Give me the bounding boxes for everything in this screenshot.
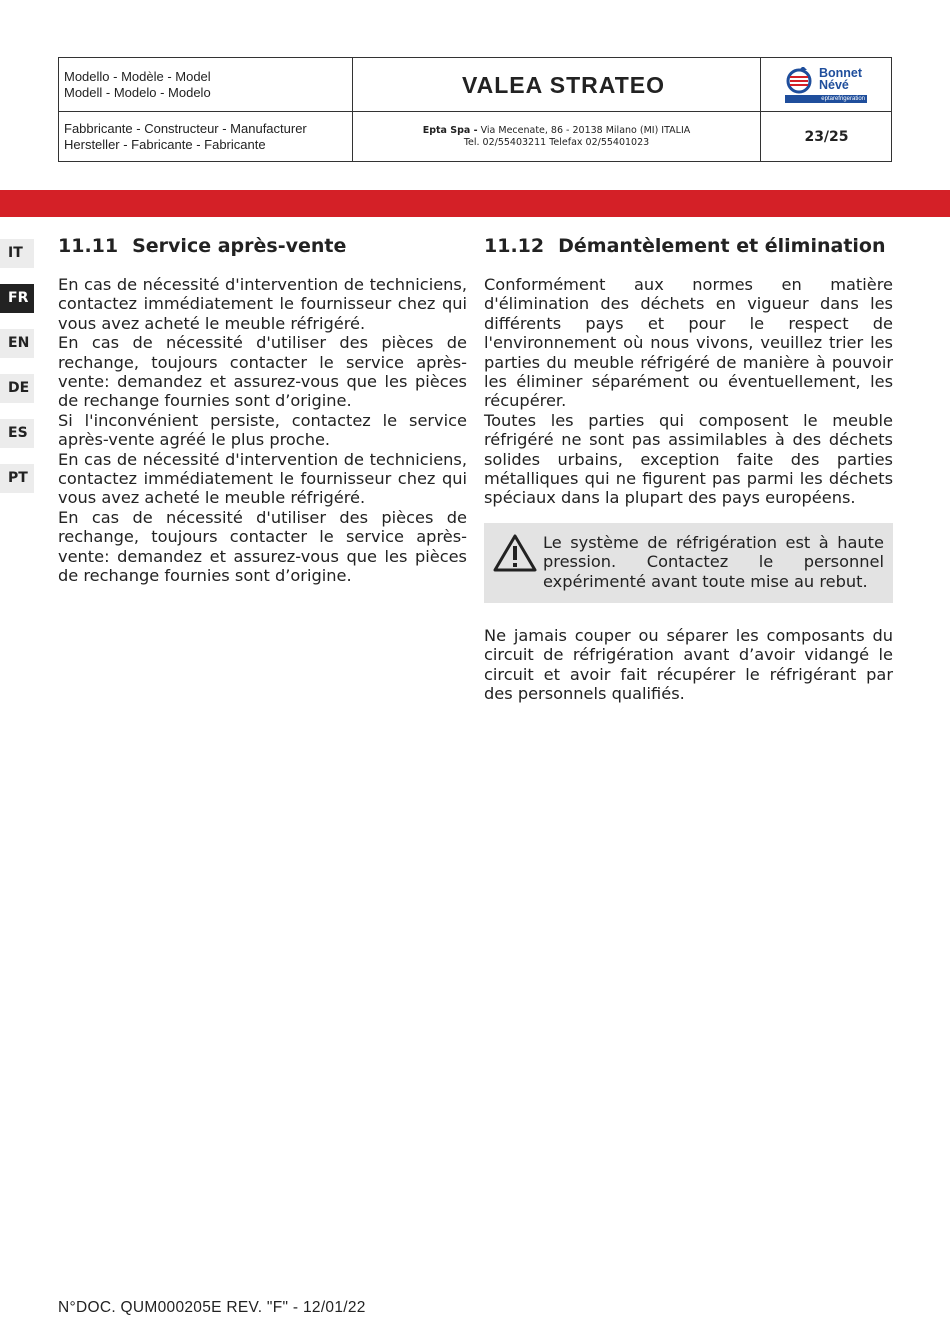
- manufacturer-label-line2: Hersteller - Fabricante - Fabricante: [64, 137, 266, 152]
- paragraph: En cas de nécessité d'utiliser des pièces de rechange, toujours contacter le service après-vente: demandez et assurez-vous que les pièces de rechange fournies sont d’origine.: [58, 333, 467, 411]
- section-body: [484, 275, 893, 508]
- company-name: Epta Spa -: [422, 125, 478, 136]
- manufacturer-label: [59, 112, 353, 162]
- model-label: [59, 58, 353, 112]
- paragraph: En cas de nécessité d'intervention de techniciens, contactez immédiatement le fournisseur chez qui vous avez acheté le meuble réfrigéré.: [58, 449, 467, 508]
- section-heading: [484, 232, 893, 260]
- brand-logo-cell: [761, 58, 892, 112]
- section-title: Service après-vente: [132, 235, 347, 257]
- lang-tab-en[interactable]: EN: [0, 329, 34, 358]
- lang-tab-de[interactable]: DE: [0, 374, 34, 403]
- lang-tab-it[interactable]: IT: [0, 239, 34, 268]
- closing-paragraph: Ne jamais couper ou séparer les composants du circuit de réfrigération avant d’avoir vidangé le circuit et avoir fait récupérer le réfrigérant par des personnels qualifiés.: [484, 625, 893, 704]
- logo-tagline: eptarefrigeration: [785, 95, 867, 103]
- section-title: Démantèlement et élimination: [558, 235, 886, 257]
- warning-text: Le système de réfrigération est à haute pression. Contactez le personnel expérimenté avant toute mise au rebut.: [543, 532, 884, 591]
- paragraph: En cas de nécessité d'utiliser des pièces de rechange, toujours contacter le service après-vente: demandez et assurez-vous que les pièces de rechange fournies sont d’origine.: [58, 507, 467, 586]
- section-number: 11.12: [484, 235, 545, 257]
- lang-tab-fr[interactable]: FR: [0, 284, 34, 313]
- manufacturer-info: [353, 112, 761, 162]
- lang-tab-es[interactable]: ES: [0, 419, 34, 448]
- model-name: VALEA STRATEO: [353, 58, 761, 112]
- section-body: [58, 275, 467, 586]
- section-heading: [58, 232, 467, 260]
- document-reference: N°DOC. QUM000205E REV. "F" - 12/01/22: [58, 1299, 366, 1316]
- section-disposal: [484, 232, 893, 704]
- bonnet-neve-logo: [783, 66, 873, 106]
- warning-box: [484, 523, 893, 603]
- paragraph: Conformément aux normes en matière d'élimination des déchets en vigueur dans les différents pays et pour le respect de l'environnement où nous vivons, veuillez trier les parties du meuble réfrigéré de manière à pouvoir les éliminer séparément ou éventuellement, les récupérer.: [484, 275, 893, 411]
- paragraph: Si l'inconvénient persiste, contactez le service après-vente agréé le plus proche.: [58, 410, 467, 450]
- model-label-line2: Modell - Modelo - Modelo: [64, 85, 211, 100]
- lang-tab-pt[interactable]: PT: [0, 464, 34, 493]
- paragraph: Toutes les parties qui composent le meuble réfrigéré ne sont pas assimilables à des déchets solides urbains, exception faite des parties métalliques qui ne figurent pas parmi les déchets spéciaux dans la plupart des pays européens.: [484, 410, 893, 508]
- model-label-line1: Modello - Modèle - Model: [64, 69, 211, 84]
- paragraph: En cas de nécessité d'intervention de techniciens, contactez immédiatement le fournisseur chez qui vous avez acheté le meuble réfrigéré.: [58, 275, 467, 333]
- section-service: [58, 232, 467, 586]
- company-address: Via Mecenate, 86 - 20138 Milano (MI) ITALIA: [477, 125, 691, 136]
- red-band: [0, 190, 950, 217]
- warning-triangle-icon: [492, 533, 538, 573]
- logo-brand: Bonnet Névé: [819, 66, 863, 92]
- manufacturer-label-line1: Fabbricante - Constructeur - Manufacturer: [64, 121, 307, 136]
- company-contact: Tel. 02/55403211 Telefax 02/55401023: [463, 137, 650, 148]
- document-header: [58, 57, 892, 162]
- page-number: 23/25: [804, 129, 849, 145]
- section-number: 11.11: [58, 235, 119, 257]
- refrigeration-circle-icon: [785, 67, 817, 95]
